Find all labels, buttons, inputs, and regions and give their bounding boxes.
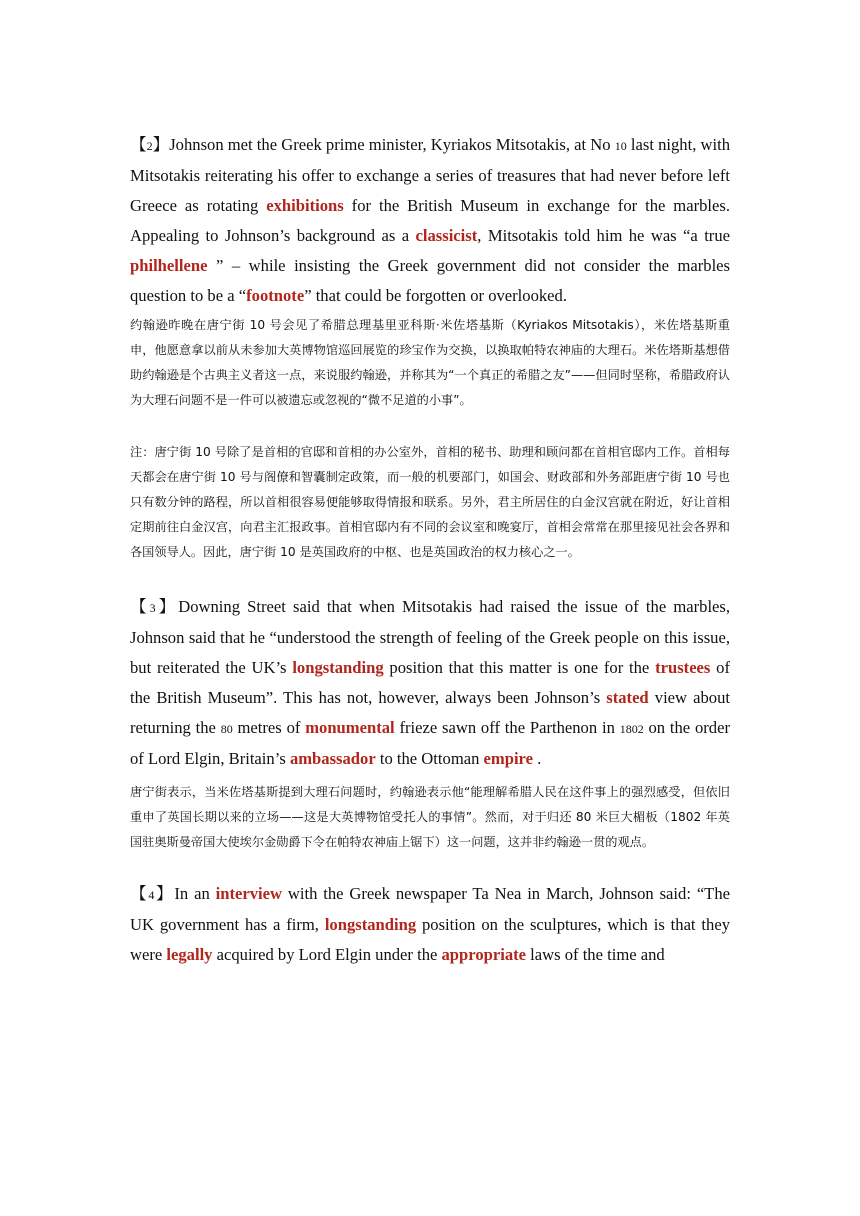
paragraph-text: position on the sculptures, which is that they were (130, 915, 730, 964)
keyword: longstanding (324, 915, 417, 934)
paragraph-3 (130, 592, 730, 774)
document-page (130, 130, 730, 970)
paragraph-text: for the British Museum in exchange for the marbles. Appealing to Johnson’s background as a (130, 196, 730, 245)
paragraph-text: Downing Street said that when Mitsotakis had raised the issue of the marbles, Johnson said that he “understood the strength of feeling of the Greek people on this issue, but reiterated the UK’s (130, 597, 731, 677)
paragraph-text: on the order of Lord Elgin, Britain’s (130, 718, 730, 768)
keyword: ambassador (289, 749, 376, 768)
keyword: footnote (246, 286, 305, 305)
inline-number: 10 (614, 139, 627, 153)
keyword: philhellene (130, 256, 208, 275)
keyword: stated (606, 688, 649, 707)
paragraph-number: 2 (146, 139, 153, 153)
paragraph-text: metres of (232, 718, 306, 737)
keyword: empire (483, 749, 533, 768)
bracket-open: 【 (130, 884, 149, 903)
paragraph-text: of the British Museum”. This has not, however, always been Johnson’s (130, 658, 731, 707)
paragraph-3-translation: 唐宁街表示，当米佐塔基斯提到大理石问题时，约翰逊表示他“能理解希腊人民在这件事上的强烈感受，但依旧重申了英国长期以来的立场——这是大英博物馆受托人的事情”。然而，对于归还 80 米巨大楣板（1802 年英国驻奥斯曼帝国大使埃尔金勋爵下令在帕特农神庙上锯下）这一问题，这并非约翰逊一贯的观点。 (130, 785, 730, 849)
bracket-close: 】 (155, 597, 179, 616)
keyword: legally (166, 945, 213, 964)
paragraph-text: . (533, 749, 542, 768)
keyword: exhibitions (266, 196, 344, 215)
inline-number: 1802 (619, 722, 644, 736)
bracket-open: 【 (130, 135, 147, 154)
keyword: trustees (655, 658, 711, 677)
paragraph-text: acquired by Lord Elgin under the (212, 945, 442, 964)
inline-number: 80 (220, 722, 233, 736)
keyword: monumental (305, 718, 395, 737)
keyword: interview (215, 884, 282, 903)
paragraph-text: with the Greek newspaper Ta Nea in March, Johnson said: “The UK government has a firm, (130, 884, 730, 934)
paragraph-2-translation: 约翰逊昨晚在唐宁街 10 号会见了希腊总理基里亚科斯·米佐塔基斯（Kyriakos Mitsotakis），米佐塔基斯重申，他愿意拿以前从未参加大英博物馆巡回展览的珍宝作为交换，以换取帕特农神庙的大理石。米佐塔斯基想借助约翰逊是个古典主义者这一点，来说服约翰逊，并称其为“一个真正的希腊之友”——但同时坚称，希腊政府认为大理石问题不是一件可以被遗忘或忽视的“微不足道的小事”。 (130, 318, 730, 407)
paragraph-text: position that this matter is one for the (383, 658, 656, 677)
keyword: appropriate (441, 945, 527, 964)
paragraph-text: ” – while insisting the Greek government did not consider the marbles question to be a “ (130, 256, 730, 305)
paragraph-text: Johnson met the Greek prime minister, Kyriakos Mitsotakis, at No (169, 135, 615, 154)
paragraph-text: , Mitsotakis told him he was “a true (477, 226, 730, 245)
keyword: classicist (415, 226, 478, 245)
paragraph-text: In an (174, 884, 216, 903)
paragraph-text: view about returning the (130, 688, 731, 737)
note-paragraph: 注：唐宁街 10 号除了是首相的官邸和首相的办公室外，首相的秘书、助理和顾问都在首相官邸内工作。首相每天都会在唐宁街 10 号与阁僚和智囊制定政策，而一般的机要部门，如国会、财政部和外务部距唐宁街 10 号也只有数分钟的路程，所以首相很容易便能够取得情报和联系。另外，君主所居住的白金汉宫就在附近，好让首相定期前往白金汉宫，向君主汇报政事。首相官邸内有不同的会议室和晚宴厅，首相会常常在那里接见社会各界和各国领导人。因此，唐宁街 10 是英国政府的中枢、也是英国政治的权力核心之一。 (130, 445, 730, 559)
paragraph-text: laws of the time and (526, 945, 665, 964)
paragraph-text: to the Ottoman (375, 749, 484, 768)
bracket-open: 【 (130, 597, 150, 616)
paragraph-number: 3 (149, 601, 156, 615)
paragraph-text: last night, with Mitsotakis reiterating his offer to exchange a series of treasures that had never before left Greece as rotating (130, 135, 731, 215)
paragraph-2 (130, 130, 730, 311)
paragraph-number: 4 (148, 888, 155, 902)
bracket-close: 】 (152, 135, 170, 154)
paragraph-4 (130, 879, 730, 970)
bracket-close: 】 (154, 884, 175, 903)
paragraph-text: frieze sawn off the Parthenon in (394, 718, 620, 737)
paragraph-text: ” that could be forgotten or overlooked. (304, 286, 567, 305)
keyword: longstanding (292, 658, 384, 677)
